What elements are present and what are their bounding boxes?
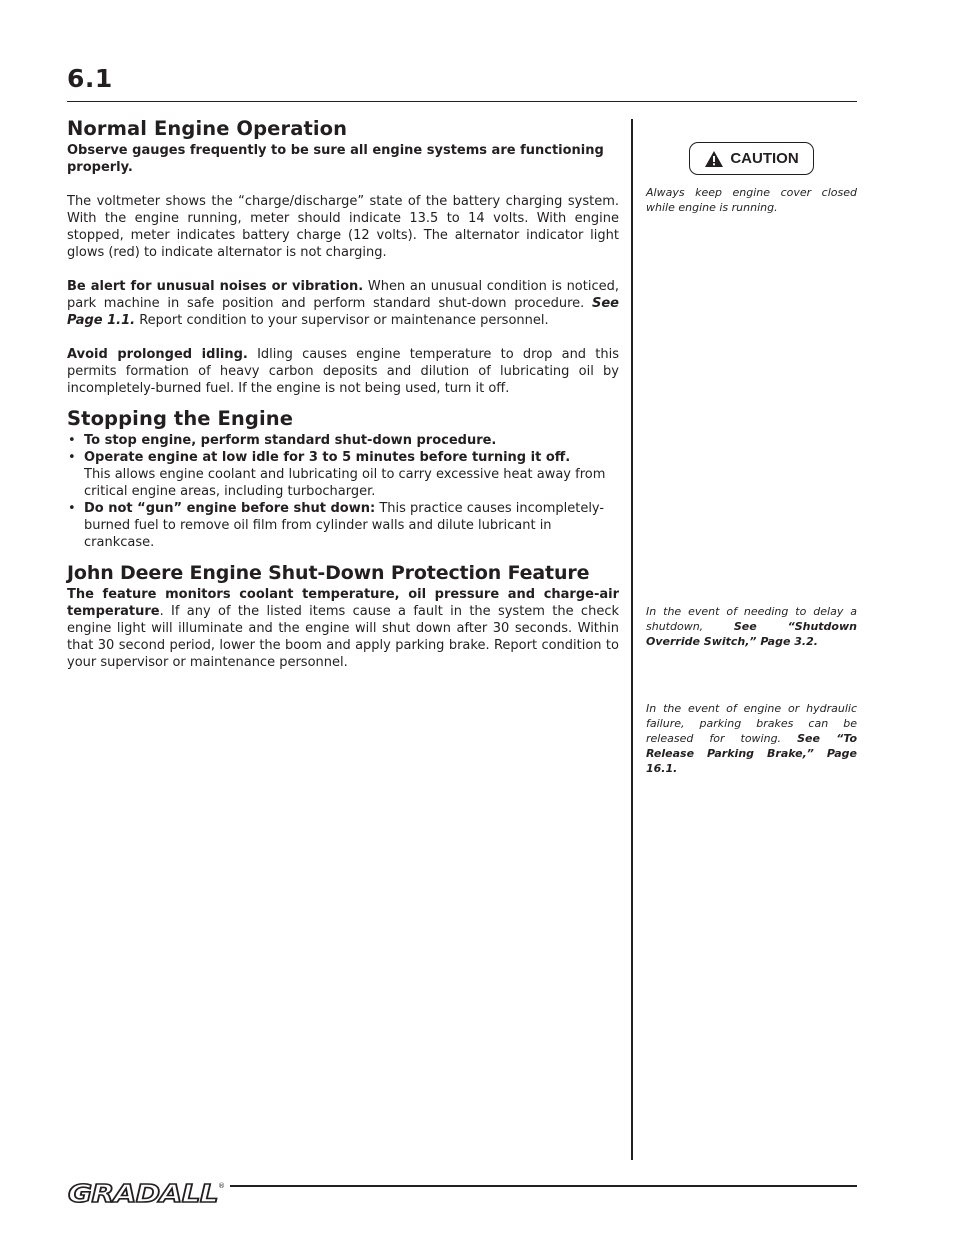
warning-triangle-icon (704, 150, 724, 168)
registered-mark: ® (218, 1182, 225, 1190)
alert-paragraph (67, 278, 619, 329)
john-deere-bold: The feature monitors coolant temperature, oil pressure and charge-air temperature (67, 587, 619, 619)
john-deere-text: . If any of the listed items cause a fault in the system the check engine light will illuminate and the engine will shut down after 30 seconds. Within that 30 second period, lower the boom and apply parking brake. Report condition to your supervisor or maintenance personnel. (67, 604, 619, 670)
stop-bullet-1: To stop engine, perform standard shut-down procedure. (84, 433, 497, 448)
header-rule (67, 101, 857, 102)
side-brake-text: In the event of engine or hydraulic failure, parking brakes can be released for towing. (646, 702, 857, 745)
side-delay-ref[interactable]: See “Shutdown Override Switch,” Page 3.2. (646, 620, 857, 648)
side-note-shutdown-delay (646, 604, 857, 649)
bullet-icon: • (68, 501, 76, 516)
john-deere-paragraph (67, 586, 619, 671)
idle-text: Idling causes engine temperature to drop and this permits formation of heavy carbon deposits and dilution of lubricating oil by incompletely-burned fuel. If the engine is not being used, turn it off. (67, 347, 619, 396)
normal-lead: Observe gauges frequently to be sure all engine systems are functioning properly. (67, 143, 604, 175)
page-number: 6.1 (67, 64, 113, 93)
idle-bold: Avoid prolonged idling. (67, 347, 248, 362)
main-column (67, 116, 619, 671)
list-item (67, 432, 619, 449)
caution-label: CAUTION (730, 150, 799, 167)
footer-rule (230, 1185, 857, 1187)
heading-john-deere-protection: John Deere Engine Shut-Down Protection Feature (67, 562, 590, 584)
list-item (67, 500, 619, 551)
logo-text: GRADALL (68, 1179, 218, 1206)
alert-bold: Be alert for unusual noises or vibration. (67, 279, 364, 294)
heading-normal-engine-operation: Normal Engine Operation (67, 117, 348, 140)
side-note-engine-cover: Always keep engine cover closed while engine is running. (646, 186, 857, 214)
list-item (67, 449, 619, 500)
stop-bullet-2-text: This allows engine coolant and lubricating oil to carry excessive heat away from critical engine areas, including turbocharger. (84, 467, 606, 499)
voltmeter-paragraph: The voltmeter shows the “charge/discharge” state of the battery charging system. With the engine running, meter should indicate 13.5 to 14 volts. With engine stopped, meter indicates battery charge (12 volts). The alternator indicator light glows (red) to indicate alternator is not charging. (67, 194, 619, 260)
heading-stopping-the-engine: Stopping the Engine (67, 407, 294, 430)
gradall-logo (66, 1176, 226, 1206)
side-brake-ref[interactable]: See “To Release Parking Brake,” Page 16.1. (646, 732, 858, 775)
alert-text-2: Report condition to your supervisor or maintenance personnel. (135, 313, 549, 328)
column-divider (631, 119, 633, 1160)
bullet-icon: • (68, 450, 76, 465)
side-note-parking-brake (646, 701, 857, 776)
stopping-list (67, 432, 619, 551)
stop-bullet-3: Do not “gun” engine before shut down: (84, 501, 376, 516)
stop-bullet-3-text: This practice causes incompletely-burned fuel to remove oil film from cylinder walls and dilute lubricant in crankcase. (84, 501, 605, 550)
side-delay-text: In the event of needing to delay a shutdown, (646, 605, 857, 633)
alert-page-ref[interactable]: See Page 1.1. (67, 296, 619, 328)
caution-badge (689, 142, 814, 175)
bullet-icon: • (68, 433, 76, 448)
stop-bullet-2: Operate engine at low idle for 3 to 5 minutes before turning it off. (84, 450, 571, 465)
idle-paragraph (67, 346, 619, 397)
alert-text: When an unusual condition is noticed, park machine in safe position and perform standard shut-down procedure. (67, 279, 619, 311)
